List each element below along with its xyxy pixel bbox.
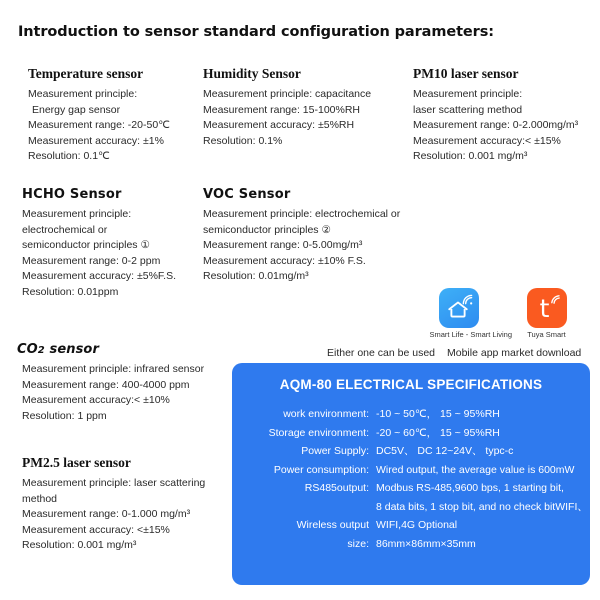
sensor-block-voc (203, 187, 400, 285)
sensor-block-pm25 (22, 455, 205, 554)
app-smart-life[interactable] (429, 288, 513, 339)
tuya-smart-app-icon[interactable] (527, 288, 567, 328)
spec-row (236, 479, 580, 498)
spec-line: Measurement range: 15-100%RH (203, 103, 360, 116)
sensor-block-temperature (28, 66, 170, 165)
page-title: Introduction to sensor standard configuration parameters: (18, 24, 494, 40)
spec-row (236, 405, 580, 424)
sensor-specs-voc (203, 207, 400, 285)
apps-note-left: Either one can be used (327, 347, 435, 359)
app-caption-tuya-smart: Tuya Smart (527, 330, 566, 339)
apps-note-right: Mobile app market download (447, 347, 582, 359)
spec-line: Resolution: 0.001 mg/m³ (22, 539, 137, 552)
sensor-specs-pm25 (22, 476, 205, 554)
spec-row-label: work environment: (283, 408, 369, 420)
spec-row-value: 8 data bits, 1 stop bit, and no check bitWIFI、 (376, 500, 588, 513)
spec-line: Measurement range: 0-5.00mg/m³ (203, 239, 363, 252)
spec-line: Measurement principle: capacitance (203, 88, 372, 100)
spec-row-label: RS485output: (304, 482, 369, 494)
spec-line: semiconductor principles ① (22, 239, 150, 252)
smart-life-app-icon[interactable] (439, 288, 479, 328)
sensor-title-humidity: Humidity Sensor (203, 66, 301, 81)
spec-line: Measurement accuracy: ±5%F.S. (22, 270, 176, 283)
spec-panel-rows (232, 405, 590, 553)
spec-row (236, 516, 580, 535)
apps-note (327, 347, 581, 359)
spec-row-value: -10 ~ 50℃， 15 ~ 95%RH (376, 408, 500, 420)
spec-row-value: DC5V、 DC 12~24V、 typc-c (376, 445, 514, 457)
spec-row-value: Wired output, the average value is 600mW (376, 463, 575, 476)
spec-line: Measurement accuracy: ±5%RH (203, 119, 355, 132)
sensor-title-hcho: HCHO Sensor (22, 187, 122, 202)
spec-line: Measurement principle: (22, 208, 132, 220)
spec-row-label: Wireless output (296, 519, 369, 531)
sensor-title-co2: CO2 sensor (17, 342, 99, 357)
spec-line: Measurement principle: (28, 88, 138, 100)
spec-line: method (22, 492, 58, 505)
sensor-block-hcho (22, 187, 176, 301)
electrical-specifications-panel (232, 363, 590, 585)
sensor-title-temperature: Temperature sensor (28, 66, 144, 81)
spec-line: Resolution: 0.1% (203, 134, 283, 147)
spec-line: Measurement principle: laser scattering (22, 477, 206, 489)
sensor-title-pm10: PM10 laser sensor (413, 66, 519, 81)
spec-line: Measurement range: -20-50℃ (28, 119, 170, 132)
app-tuya-smart[interactable] (518, 288, 576, 339)
sensor-block-co2 (17, 342, 204, 424)
sensor-block-pm10 (413, 66, 578, 165)
spec-line: Measurement accuracy: ±1% (28, 134, 164, 147)
spec-row (236, 498, 588, 517)
spec-line: Measurement accuracy: <±15% (22, 523, 170, 536)
spec-line: Measurement accuracy:< ±15% (413, 134, 561, 147)
spec-row-value: 86mm×86mm×35mm (376, 537, 476, 550)
sensor-title-pm25: PM2.5 laser sensor (22, 455, 131, 470)
spec-line: Measurement range: 0-2 ppm (22, 254, 161, 267)
spec-row (236, 461, 580, 480)
spec-line: laser scattering method (413, 103, 523, 116)
spec-row-value: Modbus RS-485,9600 bps, 1 starting bit, (376, 482, 564, 494)
spec-line: electrochemical or (22, 223, 108, 236)
spec-line: Measurement principle: electrochemical or (203, 208, 401, 220)
spec-line: Measurement range: 0-1.000 mg/m³ (22, 508, 191, 521)
wifi-signal-icon (550, 294, 561, 305)
spec-row (236, 535, 580, 554)
sensor-specs-temperature (28, 87, 170, 165)
spec-line: Measurement range: 0-2.000mg/m³ (413, 119, 579, 132)
spec-row (236, 424, 580, 443)
app-caption-smart-life: Smart Life - Smart Living (429, 330, 513, 339)
spec-line: Energy gap sensor (32, 103, 121, 116)
spec-row-value: -20 ~ 60℃， 15 ~ 95%RH (376, 426, 500, 439)
app-logos (415, 288, 590, 339)
sensor-title-voc: VOC Sensor (203, 187, 291, 202)
spec-line: semiconductor principles ② (203, 223, 331, 236)
spec-line: Measurement range: 400-4000 ppm (22, 378, 190, 391)
spec-line: Resolution: 0.1℃ (28, 150, 110, 163)
sensor-specs-co2 (17, 362, 204, 424)
spec-row-label: Storage environment: (268, 426, 369, 439)
spec-row-label: Power Supply: (301, 445, 369, 457)
spec-line: Resolution: 0.01ppm (22, 285, 119, 298)
spec-row-label: size: (347, 537, 369, 550)
sensor-specs-pm10 (413, 87, 578, 165)
sensor-specs-humidity (203, 87, 371, 149)
spec-line: Measurement accuracy:< ±10% (22, 394, 170, 407)
sensor-specs-hcho (22, 207, 176, 301)
spec-row-value: WIFI,4G Optional (376, 519, 458, 531)
spec-line: Resolution: 0.001 mg/m³ (413, 150, 528, 163)
sensor-block-humidity (203, 66, 371, 149)
spec-line: Measurement accuracy: ±10% F.S. (203, 254, 366, 267)
spec-line: Resolution: 1 ppm (22, 409, 107, 422)
spec-row (236, 442, 580, 461)
spec-line: Resolution: 0.01mg/m³ (203, 270, 309, 283)
spec-row-label: Power consumption: (273, 463, 369, 476)
spec-panel-title: AQM-80 ELECTRICAL SPECIFICATIONS (279, 377, 543, 392)
spec-line: Measurement principle: (413, 88, 523, 100)
wifi-signal-icon (462, 294, 473, 305)
tuya-t-glyph: t (539, 293, 550, 323)
spec-line: Measurement principle: infrared sensor (22, 363, 205, 375)
